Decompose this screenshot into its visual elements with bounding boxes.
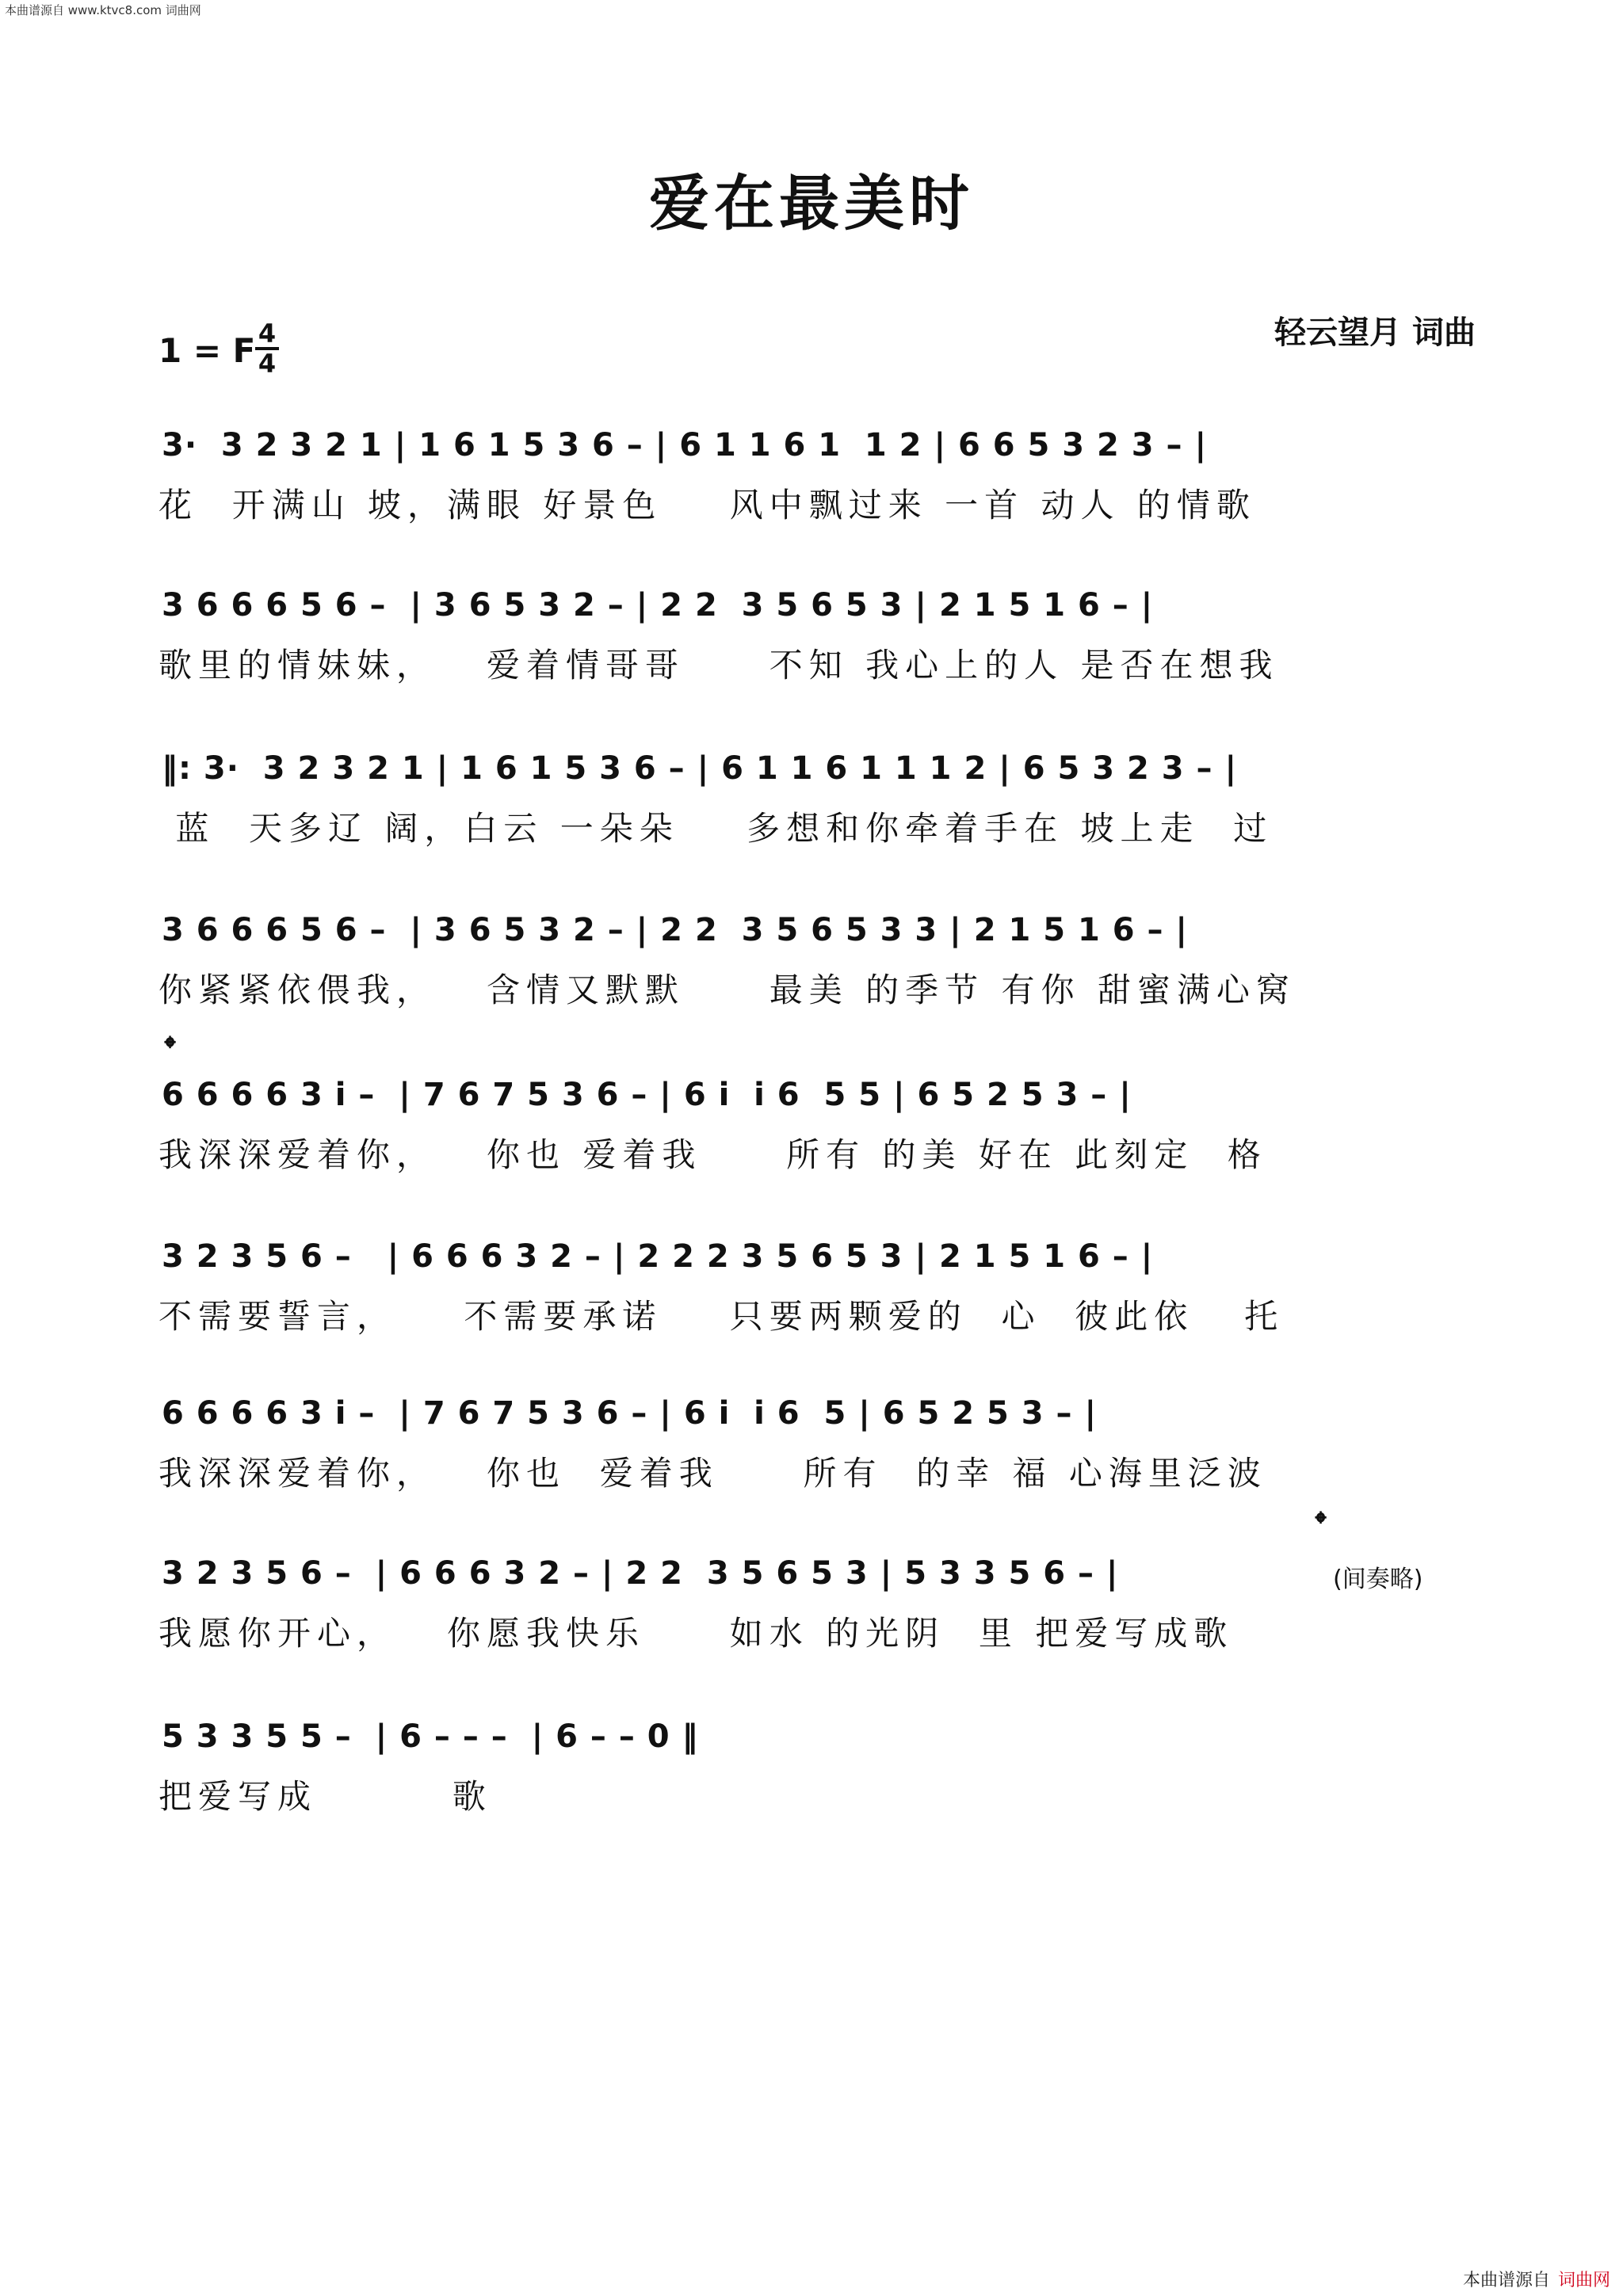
notation-line: 3 2 3 5 6 – | 6 6 6 3 2 – | 2 2 2 3 5 6 5 3 | 2 1 5 1 6 – | bbox=[162, 1238, 1154, 1275]
score-system-4 bbox=[0, 906, 1623, 1073]
time-signature-top: 4 bbox=[255, 320, 279, 350]
notation-line: 6 6 6 6 3 i – | 7 6 7 5 3 6 – | 6 i i 6 5 | 6 5 2 5 3 – | bbox=[162, 1395, 1098, 1432]
lyric-line: 我深深爱着你， 你也 爱着我 所有 的美 好在 此刻定 格 bbox=[158, 1135, 1267, 1174]
watermark-top: 本曲谱源自 www.ktvc8.com 词曲网 bbox=[5, 3, 201, 17]
score-system-2 bbox=[0, 582, 1623, 748]
lyric-line: 你紧紧依偎我， 含情又默默 最美 的季节 有你 甜蜜满心窝 bbox=[158, 971, 1296, 1009]
watermark-bottom-source: 本曲谱源自 bbox=[1462, 2271, 1550, 2290]
lyric-line: 蓝 天多辽 阔，白云 一朵朵 多想和你牵着手在 坡上走 过 bbox=[158, 809, 1274, 848]
notation-line: 6 6 6 6 3 i – | 7 6 7 5 3 6 – | 6 i i 6 5 5 | 6 5 2 5 3 – | bbox=[162, 1077, 1132, 1113]
song-title: 爱在最美时 bbox=[649, 168, 974, 238]
notation-line: 3· 3 2 3 2 1 | 1 6 1 5 3 6 – | 6 1 1 6 1 1 2 | 6 6 5 3 2 3 – | bbox=[162, 427, 1208, 463]
score-system-6 bbox=[0, 1233, 1623, 1399]
composer-credit: 轻云望月 词曲 bbox=[1274, 314, 1476, 351]
lyric-line: 歌里的情妹妹， 爱着情哥哥 不知 我心上的人 是否在想我 bbox=[158, 646, 1279, 685]
coda-symbol: 𝄌 bbox=[165, 1030, 176, 1065]
coda-symbol-2: 𝄌 bbox=[1316, 1505, 1327, 1540]
interlude-note: (间奏略) bbox=[1333, 1566, 1423, 1593]
score-system-5 bbox=[0, 1071, 1623, 1238]
notation-line: 3 2 3 5 6 – | 6 6 6 3 2 – | 2 2 3 5 6 5 3 | 5 3 3 5 6 – | bbox=[162, 1555, 1119, 1592]
notation-line: ‖: 3· 3 2 3 2 1 | 1 6 1 5 3 6 – | 6 1 1 6 1 1 1 2 | 6 5 3 2 3 – | bbox=[162, 750, 1238, 787]
time-signature bbox=[255, 320, 279, 377]
lyric-line: 不需要誓言， 不需要承诺 只要两颗爱的 心 彼此依 托 bbox=[158, 1297, 1285, 1336]
score-system-3 bbox=[0, 745, 1623, 911]
score-system-1 bbox=[0, 421, 1623, 588]
notation-line: 5 3 3 5 5 – | 6 – – – | 6 – – 0 ‖ bbox=[162, 1718, 699, 1755]
lyric-line: 我愿你开心， 你愿我快乐 如水 的光阴 里 把爱写成歌 bbox=[158, 1614, 1234, 1653]
key-signature: 1 = F bbox=[158, 331, 256, 370]
time-signature-bottom: 4 bbox=[258, 349, 277, 379]
lyric-line: 花 开满山 坡，满眼 好景色 风中飘过来 一首 动人 的情歌 bbox=[158, 486, 1256, 524]
score-system-9 bbox=[0, 1713, 1623, 1879]
lyric-line: 把爱写成 歌 bbox=[158, 1777, 492, 1816]
lyric-line: 我深深爱着你， 你也 爱着我 所有 的幸 福 心海里泛波 bbox=[158, 1454, 1267, 1493]
notation-line: 3 6 6 6 5 6 – | 3 6 5 3 2 – | 2 2 3 5 6 5 3 3 | 2 1 5 1 6 – | bbox=[162, 912, 1189, 948]
score-system-7 bbox=[0, 1390, 1623, 1556]
notation-line: 3 6 6 6 5 6 – | 3 6 5 3 2 – | 2 2 3 5 6 5 3 | 2 1 5 1 6 – | bbox=[162, 587, 1154, 624]
watermark-bottom-site: 词曲网 bbox=[1557, 2271, 1610, 2290]
watermark-bottom bbox=[1463, 2267, 1610, 2291]
